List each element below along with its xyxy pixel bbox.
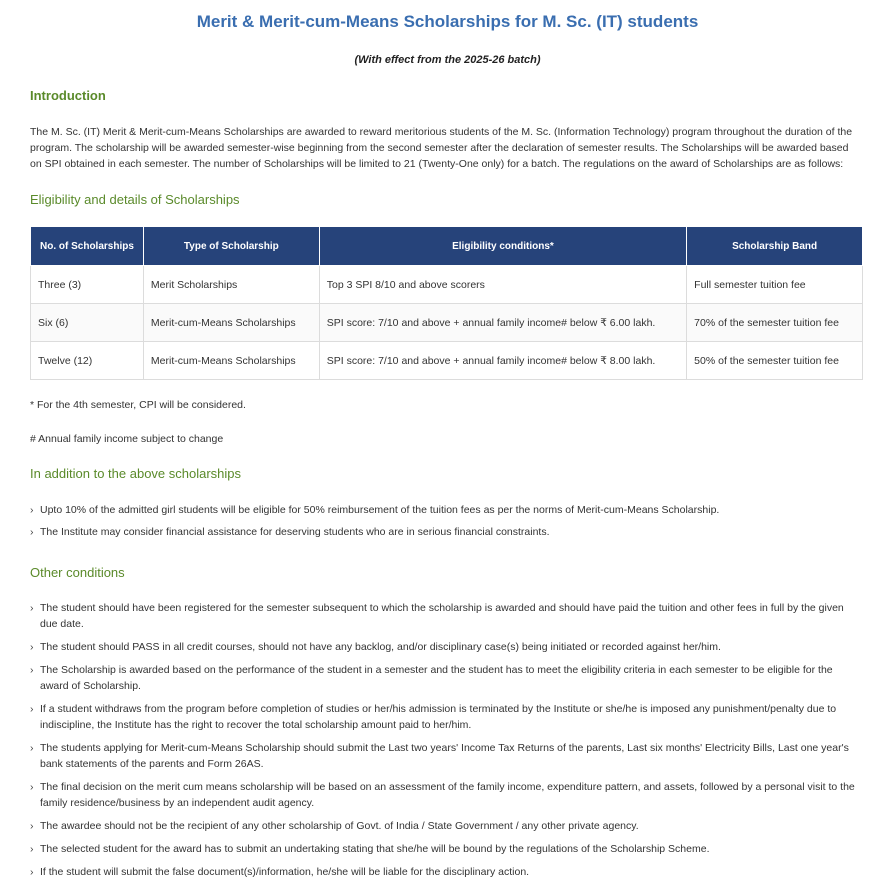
list-item-text: The final decision on the merit cum means scholarship will be based on an assessment of the family income, expenditure pattern, and assets, followed by a personal visit to the family residence/business by an independent audit agency. [40, 781, 855, 809]
list-item-text: The student should PASS in all credit courses, should not have any backlog, and/or disciplinary case(s) being initiated or recorded against her/him. [40, 641, 721, 653]
introduction-heading: Introduction [30, 88, 106, 103]
list-item-text: The student should have been registered for the semester subsequent to which the scholarship is awarded and should have paid the tuition and other fees in full by the given due date. [40, 602, 844, 630]
chevron-right-icon: › [30, 602, 34, 614]
list-item [30, 600, 860, 632]
chevron-right-icon: › [30, 504, 34, 516]
table-cell: Three (3) [31, 266, 144, 304]
chevron-right-icon: › [30, 641, 34, 653]
list-item [30, 818, 860, 834]
table-cell: Full semester tuition fee [687, 266, 863, 304]
list-item-text: The selected student for the award has to submit an undertaking stating that she/he will be bound by the regulations of the Scholarship Scheme. [40, 843, 710, 855]
additional-heading: In addition to the above scholarships [30, 466, 242, 481]
list-item [30, 524, 860, 540]
list-item [30, 864, 860, 880]
table-cell: Top 3 SPI 8/10 and above scorers [319, 266, 686, 304]
other-conditions-list [30, 600, 860, 887]
chevron-right-icon: › [30, 742, 34, 754]
list-item-text: If a student withdraws from the program before completion of studies or her/his admission is terminated by the Institute or she/he is imposed any punishment/penalty due to indiscipline, the Institute has the right to recover the total scholarship amount paid to her/him. [40, 703, 837, 731]
table-cell: Merit-cum-Means Scholarships [143, 304, 319, 342]
cpi-note: * For the 4th semester, CPI will be considered. [30, 399, 246, 411]
scholarship-table [30, 226, 863, 380]
table-row [31, 266, 863, 304]
column-header: Type of Scholarship [143, 227, 319, 266]
list-item [30, 779, 860, 811]
chevron-right-icon: › [30, 866, 34, 878]
list-item-text: The Institute may consider financial assistance for deserving students who are in serious financial constraints. [40, 526, 550, 538]
income-note: # Annual family income subject to change [30, 433, 224, 445]
eligibility-heading: Eligibility and details of Scholarships [30, 192, 240, 207]
column-header: No. of Scholarships [31, 227, 144, 266]
list-item [30, 662, 860, 694]
table-header-row [31, 227, 863, 266]
chevron-right-icon: › [30, 843, 34, 855]
table-cell: SPI score: 7/10 and above + annual family income# below ₹ 8.00 lakh. [319, 342, 686, 380]
column-header: Scholarship Band [687, 227, 863, 266]
table-cell: 50% of the semester tuition fee [687, 342, 863, 380]
list-item [30, 639, 860, 655]
table-cell: SPI score: 7/10 and above + annual family income# below ₹ 6.00 lakh. [319, 304, 686, 342]
list-item-text: The students applying for Merit-cum-Means Scholarship should submit the Last two years' Income Tax Returns of the parents, Last six months' Electricity Bills, Last one year's bank statements of the parents and Form 26AS. [40, 742, 849, 770]
table-cell: Twelve (12) [31, 342, 144, 380]
table-cell: Merit Scholarships [143, 266, 319, 304]
introduction-text: The M. Sc. (IT) Merit & Merit-cum-Means Scholarships are awarded to reward meritorious students of the M. Sc. (Information Technology) program throughout the duration of the program. The scholarship will be awarded semester-wise beginning from the second semester after the declaration of semester results. The Scholarships will be awarded based on SPI obtained in each semester. The number of Scholarships will be limited to 21 (Twenty-One only) for a batch. The regulations on the award of Scholarships are as follows: [30, 126, 853, 170]
list-item-text: If the student will submit the false document(s)/information, he/she will be liable for the disciplinary action. [40, 866, 530, 878]
list-item-text: The awardee should not be the recipient of any other scholarship of Govt. of India / State Government / any other private agency. [40, 820, 639, 832]
list-item [30, 740, 860, 772]
additional-list [30, 502, 860, 546]
table-row [31, 304, 863, 342]
table-row [31, 342, 863, 380]
chevron-right-icon: › [30, 664, 34, 676]
table-cell: 70% of the semester tuition fee [687, 304, 863, 342]
column-header: Eligibility conditions* [319, 227, 686, 266]
list-item-text: The Scholarship is awarded based on the performance of the student in a semester and the student has to meet the eligibility criteria in each semester to be eligible for the award of Scholarship. [40, 664, 833, 692]
table-cell: Merit-cum-Means Scholarships [143, 342, 319, 380]
chevron-right-icon: › [30, 703, 34, 715]
page-subtitle: (With effect from the 2025-26 batch) [354, 54, 541, 66]
list-item [30, 841, 860, 857]
list-item [30, 502, 860, 518]
table-cell: Six (6) [31, 304, 144, 342]
other-conditions-heading: Other conditions [30, 565, 125, 580]
list-item-text: Upto 10% of the admitted girl students will be eligible for 50% reimbursement of the tuition fees as per the norms of Merit-cum-Means Scholarship. [40, 504, 720, 516]
page-title: Merit & Merit-cum-Means Scholarships for M. Sc. (IT) students [196, 12, 699, 31]
chevron-right-icon: › [30, 781, 34, 793]
chevron-right-icon: › [30, 820, 34, 832]
chevron-right-icon: › [30, 526, 34, 538]
list-item [30, 701, 860, 733]
